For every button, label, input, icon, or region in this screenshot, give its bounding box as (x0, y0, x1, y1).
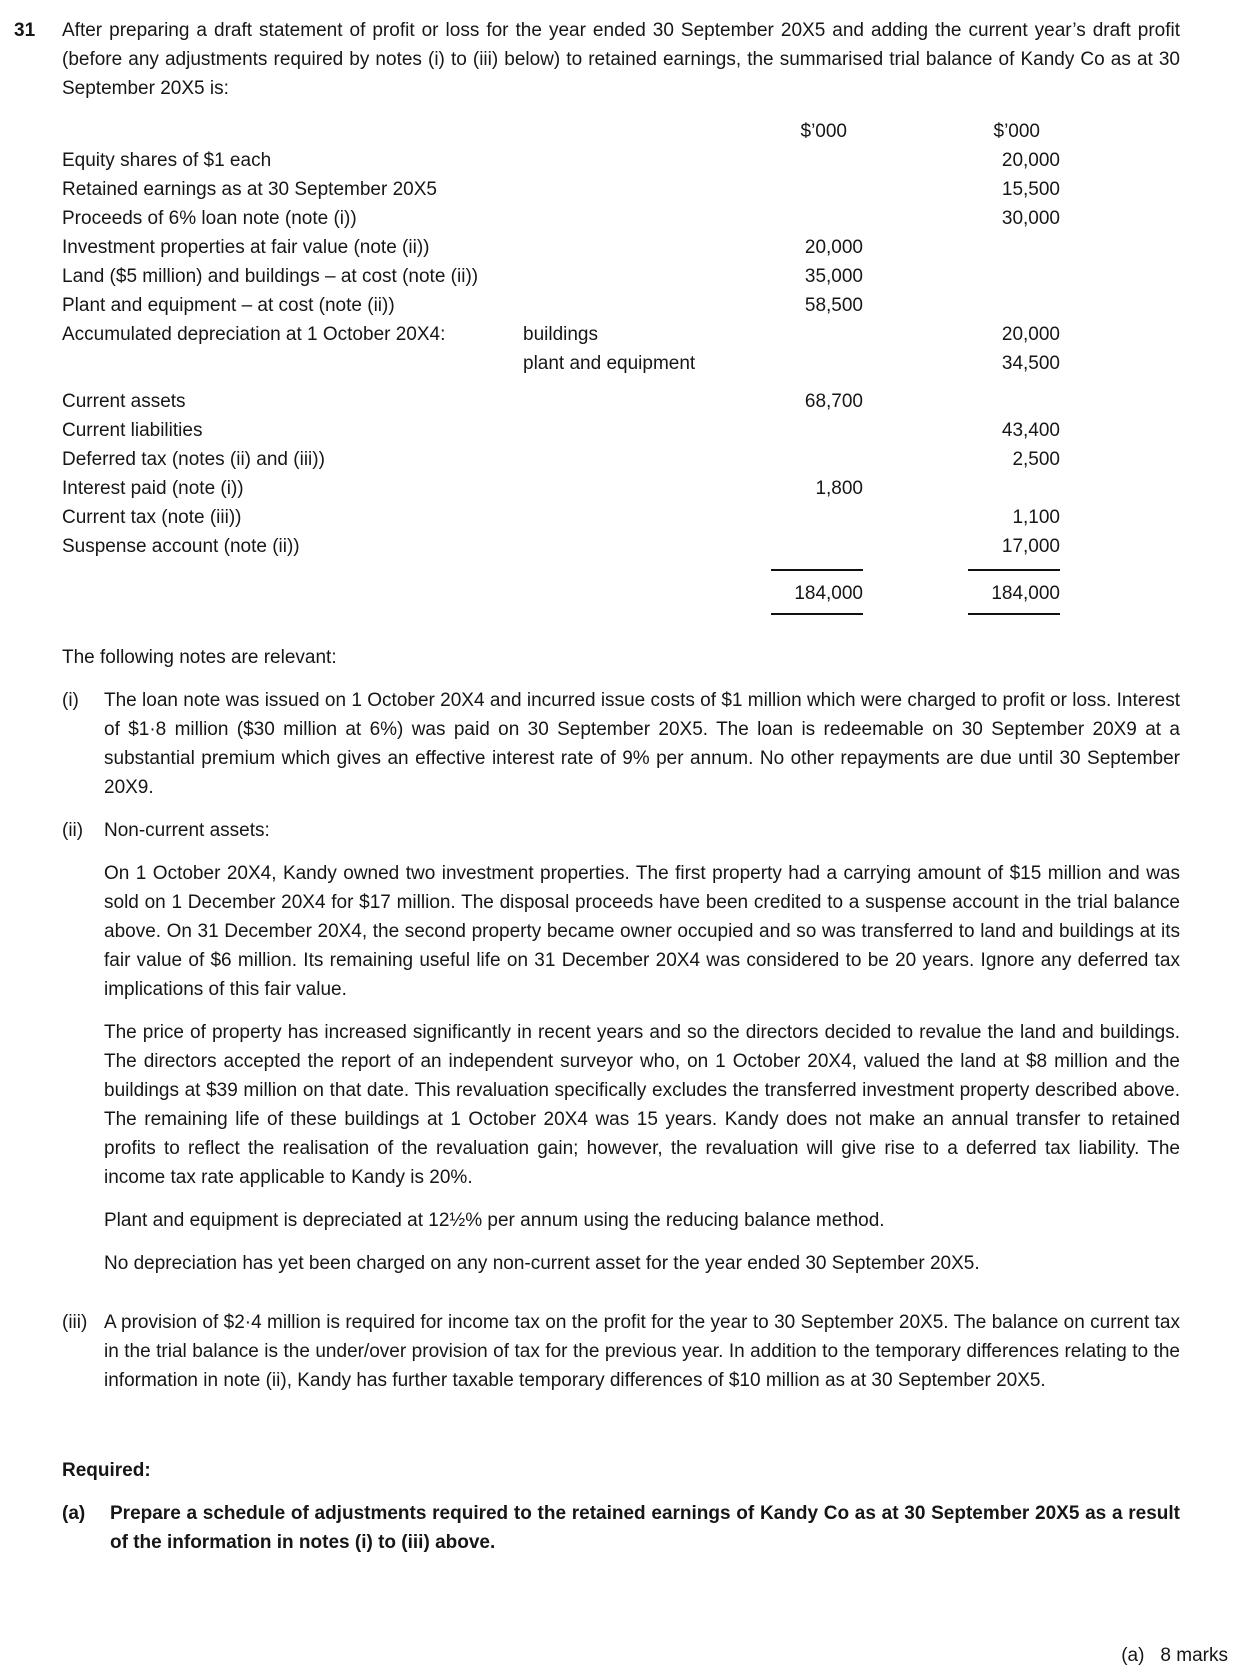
credit-column-header: $’000 (993, 121, 1040, 142)
totals-row (62, 579, 1060, 608)
row-label: Deferred tax (notes (ii) and (iii)) (62, 449, 325, 470)
row-sublabel: buildings (523, 324, 598, 345)
note-marker: (ii) (62, 820, 84, 841)
debit-value (748, 320, 863, 349)
row-sublabel: plant and equipment (523, 353, 696, 374)
row-label (62, 320, 748, 349)
note-ii (62, 816, 1180, 1292)
row-label: Investment properties at fair value (note (ii)) (62, 237, 430, 258)
row-label (62, 349, 748, 378)
note-paragraph: Plant and equipment is depreciated at 12½% per annum using the reducing balance method. (104, 1210, 885, 1231)
note-paragraph: No depreciation has yet been charged on any non-current asset for the year ended 30 September 20X5. (104, 1253, 980, 1274)
row-label: Current assets (62, 391, 186, 412)
debit-value (748, 349, 863, 378)
row-label: Plant and equipment – at cost (note (ii)) (62, 295, 395, 316)
row-label: Suspense account (note (ii)) (62, 536, 300, 557)
debit-value (748, 532, 863, 561)
total-credit: 184,000 (991, 583, 1060, 604)
total-rule (771, 569, 863, 571)
debit-value (748, 175, 863, 204)
credit-value: 34,500 (1001, 353, 1060, 374)
question-body (62, 16, 1180, 1557)
note-paragraph: A provision of $2·4 million is required for income tax on the profit for the year to 30 September 20X5. The balance on current tax in the trial balance is the under/over provision of tax for the previous year. In addition to the temporary differences relating to the information in note (ii), Kandy has further taxable temporary differences of $10 million as at 30 September 20X5. (104, 1312, 1180, 1391)
question-number: 31 (14, 20, 36, 41)
note-paragraph: On 1 October 20X4, Kandy owned two investment properties. The first property had a carrying amount of $15 million and was sold on 1 December 20X4 for $17 million. The disposal proceeds have been credited to a suspense account in the trial balance above. On 31 December 20X4, the second property became owner occupied and so was transferred to land and buildings at its fair value of $6 million. Its remaining useful life on 31 December 20X4 was considered to be 20 years. Ignore any deferred tax implications of this fair value. (104, 863, 1180, 1000)
total-rule (968, 569, 1060, 571)
credit-value: 20,000 (1001, 150, 1060, 171)
table-row (62, 291, 1060, 320)
table-row (62, 532, 1060, 561)
table-row (62, 262, 1060, 291)
row-label-text: Accumulated depreciation at 1 October 20X4: (62, 324, 446, 345)
row-label: Land ($5 million) and buildings – at cost (note (ii)) (62, 266, 479, 287)
note-paragraph: The loan note was issued on 1 October 20X4 and incurred issue costs of $1 million which were charged to profit or loss. Interest of $1·8 million ($30 million at 6%) was paid on 30 September 20X5. The loan is redeemable on 30 September 20X9 at a substantial premium which gives an effective interest rate of 9% per annum. No other repayments are due until 30 September 20X9. (104, 690, 1180, 798)
debit-value: 1,800 (815, 478, 863, 499)
credit-value: 20,000 (1001, 324, 1060, 345)
table-row (62, 204, 1060, 233)
marks-line (14, 1641, 1246, 1670)
row-label: Proceeds of 6% loan note (note (i)) (62, 208, 357, 229)
debit-value (748, 204, 863, 233)
debit-value (748, 146, 863, 175)
note-marker: (iii) (62, 1312, 88, 1333)
table-row (62, 233, 1060, 262)
credit-value: 17,000 (1001, 536, 1060, 557)
note-paragraph: The price of property has increased significantly in recent years and so the directors decided to revalue the land and buildings. The directors accepted the report of an independent surveyor who, on 1 October 20X4, valued the land at $8 million and the buildings at $39 million on that date. This revaluation specifically excludes the transferred investment property described above. The remaining life of these buildings at 1 October 20X4 was 15 years. Kandy does not make an annual transfer to retained profits to reflect the realisation of the revaluation gain; however, the revaluation will give rise to a deferred tax liability. The income tax rate applicable to Kandy is 20%. (104, 1022, 1180, 1188)
required-marker: (a) (62, 1503, 86, 1524)
credit-value (863, 233, 1060, 262)
credit-value: 30,000 (1001, 208, 1060, 229)
total-rule (968, 613, 1060, 615)
required-text: Prepare a schedule of adjustments required to the retained earnings of Kandy Co as at 30 September 20X5 as a result of the information in notes (i) to (iii) above. (110, 1503, 1180, 1553)
table-row (62, 503, 1060, 532)
table-row (62, 387, 1060, 416)
table-row (62, 445, 1060, 474)
note-i (62, 686, 1180, 816)
notes-intro: The following notes are relevant: (62, 647, 337, 668)
marks-value: 8 marks (1160, 1645, 1228, 1666)
required-item-a (62, 1499, 1180, 1557)
row-label: Retained earnings as at 30 September 20X5 (62, 179, 437, 200)
total-debit: 184,000 (794, 583, 863, 604)
credit-value: 15,500 (1001, 179, 1060, 200)
question-intro: After preparing a draft statement of profit or loss for the year ended 30 September 20X5 and adding the current year’s draft profit (before any adjustments required by notes (i) to (iii) below) to retained earnings, the summarised trial balance of Kandy Co as at 30 September 20X5 is: (62, 20, 1180, 99)
credit-value (863, 474, 1060, 503)
credit-value (863, 262, 1060, 291)
debit-value (748, 503, 863, 532)
credit-value (863, 387, 1060, 416)
table-row (62, 416, 1060, 445)
question-31 (14, 16, 1246, 1557)
totals-rule-below (62, 613, 1060, 625)
row-label: Current tax (note (iii)) (62, 507, 242, 528)
table-row (62, 146, 1060, 175)
credit-value: 2,500 (1012, 449, 1060, 470)
table-row (62, 320, 1060, 349)
note-marker: (i) (62, 690, 79, 711)
required-heading: Required: (62, 1460, 151, 1481)
credit-value: 43,400 (1001, 420, 1060, 441)
row-label: Equity shares of $1 each (62, 150, 272, 171)
table-row (62, 474, 1060, 503)
debit-value: 35,000 (804, 266, 863, 287)
row-label: Current liabilities (62, 420, 203, 441)
credit-value: 1,100 (1012, 507, 1060, 528)
table-row (62, 175, 1060, 204)
trial-balance (62, 117, 1180, 625)
debit-value (748, 416, 863, 445)
debit-value: 58,500 (804, 295, 863, 316)
required-section (62, 1456, 1180, 1557)
totals-rule-above (62, 569, 1060, 579)
debit-column-header: $’000 (800, 121, 847, 142)
table-row (62, 349, 1060, 378)
header-spacer (62, 117, 748, 146)
note-subheading: Non-current assets: (104, 820, 270, 841)
credit-value (863, 291, 1060, 320)
note-iii (62, 1308, 1180, 1409)
row-label: Interest paid (note (i)) (62, 478, 244, 499)
marks-item-ref: (a) (1121, 1645, 1145, 1666)
debit-value: 20,000 (804, 237, 863, 258)
total-rule (771, 613, 863, 615)
debit-value (748, 445, 863, 474)
debit-value: 68,700 (804, 391, 863, 412)
trial-balance-header-row (62, 117, 1060, 146)
